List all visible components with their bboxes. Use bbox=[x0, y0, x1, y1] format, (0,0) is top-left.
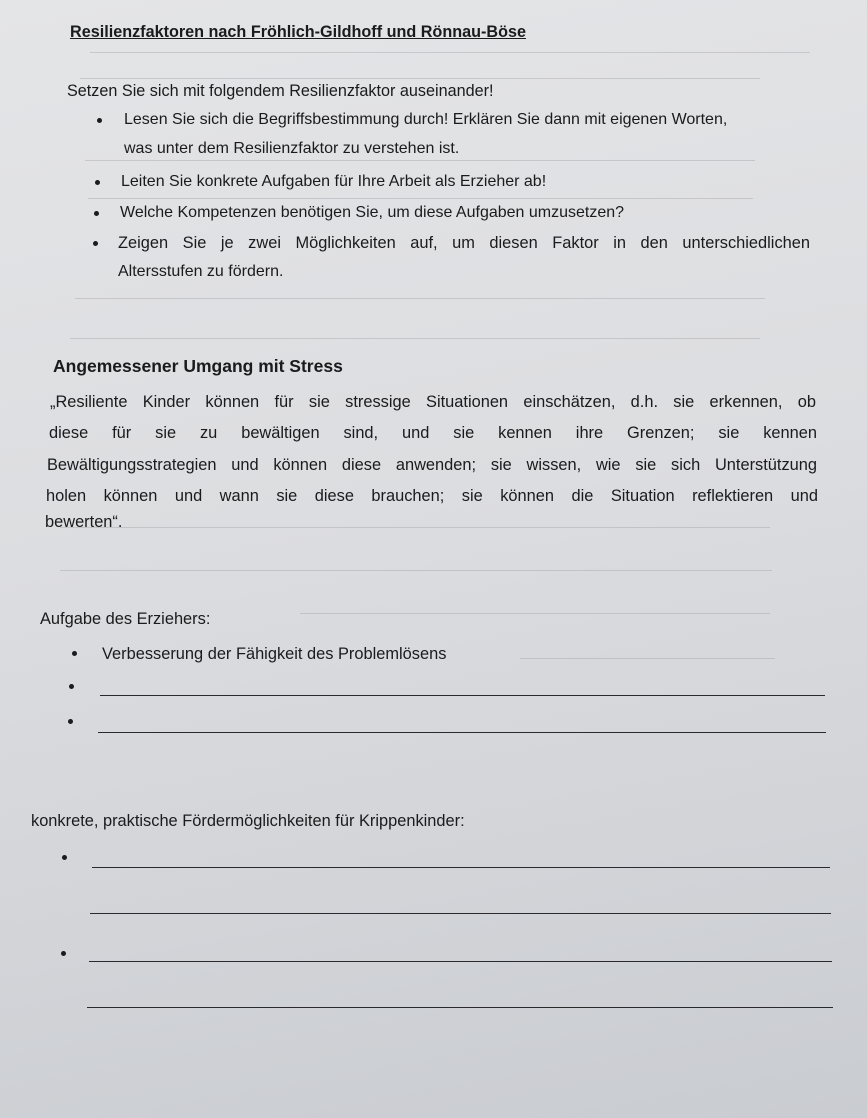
instruction-item-1-line-2: was unter dem Resilienzfaktor zu verstehen ist. bbox=[124, 140, 460, 157]
answer-line[interactable] bbox=[90, 913, 831, 914]
show-through-line bbox=[85, 160, 755, 161]
bullet-marker bbox=[95, 180, 100, 185]
instruction-item-4-line-2: Altersstufen zu fördern. bbox=[118, 263, 284, 280]
definition-line-5: bewerten“. bbox=[45, 513, 123, 531]
instruction-item-2: Leiten Sie konkrete Aufgaben für Ihre Arbeit als Erzieher ab! bbox=[121, 173, 547, 190]
definition-line-2: diese für sie zu bewältigen sind, und sie kennen ihre Grenzen; sie kennen bbox=[49, 424, 817, 442]
instruction-item-1-line-1: Lesen Sie sich die Begriffsbestimmung durch! Erklären Sie dann mit eigenen Worten, bbox=[124, 111, 728, 128]
show-through-line bbox=[75, 298, 765, 299]
answer-line[interactable] bbox=[89, 961, 832, 962]
bullet-marker bbox=[69, 684, 74, 689]
show-through-line bbox=[80, 78, 760, 79]
definition-line-3: Bewältigungsstrategien und können diese anwenden; sie wissen, wie sie sich Unterstützung bbox=[47, 456, 817, 474]
answer-line[interactable] bbox=[92, 867, 830, 868]
tasks-heading: Aufgabe des Erziehers: bbox=[40, 610, 211, 628]
instruction-item-3: Welche Kompetenzen benötigen Sie, um diese Aufgaben umzusetzen? bbox=[120, 204, 625, 221]
bullet-marker bbox=[72, 651, 77, 656]
bullet-marker bbox=[62, 855, 67, 860]
bullet-marker bbox=[61, 951, 66, 956]
show-through-line bbox=[60, 570, 772, 571]
bullet-marker bbox=[94, 211, 99, 216]
show-through-line bbox=[60, 527, 770, 528]
show-through-line bbox=[90, 52, 810, 53]
bullet-marker bbox=[68, 719, 73, 724]
definition-line-4: holen können und wann sie diese brauchen; sie können die Situation reflektieren und bbox=[46, 487, 818, 505]
show-through-line bbox=[520, 658, 775, 659]
answer-line[interactable] bbox=[100, 695, 825, 696]
show-through-line bbox=[300, 613, 770, 614]
task-item-1: Verbesserung der Fähigkeit des Problemlösens bbox=[102, 645, 447, 663]
support-heading: konkrete, praktische Fördermöglichkeiten für Krippenkinder: bbox=[31, 812, 465, 830]
bullet-marker bbox=[93, 241, 98, 246]
factor-heading: Angemessener Umgang mit Stress bbox=[53, 356, 343, 376]
answer-line[interactable] bbox=[87, 1007, 833, 1008]
definition-line-1: „Resiliente Kinder können für sie stressige Situationen einschätzen, d.h. sie erkennen, ob bbox=[50, 393, 816, 411]
instruction-item-4-line-1: Zeigen Sie je zwei Möglichkeiten auf, um diesen Faktor in den unterschiedlichen bbox=[118, 234, 810, 252]
worksheet-title: Resilienzfaktoren nach Fröhlich-Gildhoff und Rönnau-Böse bbox=[70, 23, 526, 41]
show-through-line bbox=[88, 198, 753, 199]
answer-line[interactable] bbox=[98, 732, 826, 733]
show-through-line bbox=[70, 338, 760, 339]
instruction-intro: Setzen Sie sich mit folgendem Resilienzfaktor auseinander! bbox=[67, 82, 494, 100]
bullet-marker bbox=[97, 118, 102, 123]
